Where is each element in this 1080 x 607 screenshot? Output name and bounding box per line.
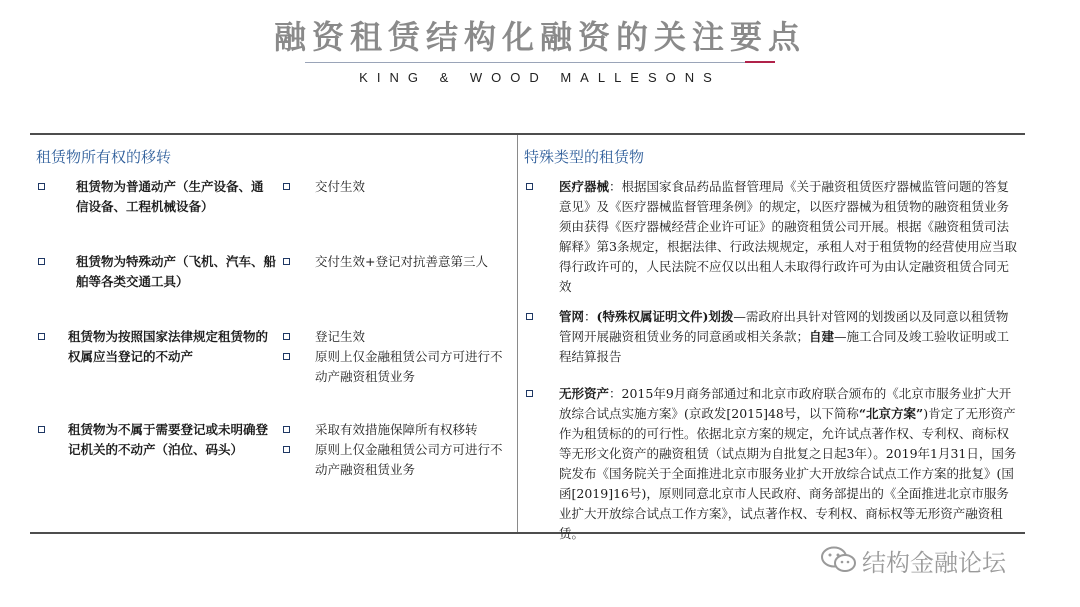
table-top-rule — [30, 133, 1025, 135]
bullet-square-icon — [526, 390, 533, 397]
right-item-text: )肯定了无形资产作为租赁标的的可行性。依据北京方案的规定，允许试点著作权、专利权、商标权等无形文化资产的融资租赁（试点期为自批复之日起3年）。2019年1月31日，国务院发布《国务院关于全面推进北京市服务业扩大开放综合试点工作方案的批复》(国函[2019]16号)，原则同意北京市人民政府、商务部提出的《全面推进北京市服务业扩大开放综合试点工作方案》，试点著作权、专利权、商标权等无形资产融资租赁。 — [559, 406, 1017, 541]
bullet-square-icon — [283, 446, 290, 453]
bullet-square-icon — [526, 183, 533, 190]
bullet-square-icon — [283, 426, 290, 433]
left-row-category: 租赁物为特殊动产（飞机、汽车、船舶等各类交通工具） — [76, 254, 277, 289]
left-row-category: 租赁物为普通动产（生产设备、通信设备、工程机械设备） — [76, 179, 264, 214]
bullet-square-icon — [283, 333, 290, 340]
left-section-heading: 租赁物所有权的移转 — [36, 148, 172, 166]
right-item-medical — [559, 177, 1019, 297]
right-item-emphasis: (特殊权属证明文件)划拨 — [596, 309, 734, 324]
watermark — [820, 540, 1006, 580]
right-section-heading: 特殊类型的租赁物 — [524, 148, 645, 166]
left-row-item: 原则上仅金融租赁公司方可进行不动产融资租赁业务 — [315, 349, 503, 384]
bullet-square-icon — [283, 183, 290, 190]
right-item-text: ： — [584, 309, 597, 324]
right-item-text: ：2015年9月商务部通过和北京市政府联合颁布的《北京市服务业扩大开放综合试点实施方案》(京政发[2015]48号，以下简称 — [559, 386, 1012, 421]
title-underline — [305, 62, 775, 63]
bullet-square-icon — [38, 183, 45, 190]
title-accent-line — [745, 61, 775, 63]
firm-name: KING & WOOD MALLESONS — [359, 70, 721, 85]
bullet-square-icon — [526, 313, 533, 320]
bullet-square-icon — [283, 258, 290, 265]
right-item-emphasis: “北京方案” — [858, 406, 924, 421]
right-item-text: —需政府出具针对管网的划拨函以及同意以租赁物管网开展融资租赁业务的同意函或相关条款； — [559, 309, 1009, 344]
right-item-text: ：根据国家食品药品监督管理局《关于融资租赁医疗器械监管问题的答复意见》及《医疗器械监督管理条例》的规定，以医疗器械为租赁物的融资租赁业务须由获得《医疗器械经营企业许可证》的融资租赁公司开展。根据《融资租赁司法解释》第3条规定，根据法律、行政法规规定，承租人对于租赁物的经营使用应当取得行政许可的，人民法院不应仅以出租人未取得行政许可为由认定融资租赁合同无效 — [559, 179, 1017, 294]
page-title: 融资租赁结构化融资的关注要点 — [273, 18, 806, 56]
bullet-square-icon — [38, 258, 45, 265]
left-row-item: 交付生效+登记对抗善意第三人 — [315, 254, 488, 269]
bullet-square-icon — [283, 353, 290, 360]
right-item-emphasis: 自建 — [809, 329, 835, 344]
left-row-category: 租赁物为按照国家法律规定租赁物的权属应当登记的不动产 — [68, 329, 269, 364]
right-item-pipeline — [559, 307, 1019, 367]
right-item-label: 医疗器械 — [559, 179, 610, 194]
bullet-square-icon — [38, 426, 45, 433]
left-row-category: 租赁物为不属于需要登记或未明确登记机关的不动产（泊位、码头） — [68, 422, 269, 457]
right-item-intangible — [559, 384, 1019, 544]
left-row-item: 交付生效 — [315, 179, 366, 194]
right-item-text: —施工合同及竣工验收证明或工程结算报告 — [559, 329, 1010, 364]
left-row-item: 采取有效措施保障所有权移转 — [315, 422, 478, 437]
column-divider — [517, 135, 518, 532]
right-item-label: 管网 — [559, 309, 585, 324]
bullet-square-icon — [38, 333, 45, 340]
left-row-item: 原则上仅金融租赁公司方可进行不动产融资租赁业务 — [315, 442, 503, 477]
left-row-item: 登记生效 — [315, 329, 366, 344]
right-item-label: 无形资产 — [559, 386, 610, 401]
watermark-text: 结构金融论坛 — [862, 548, 1006, 577]
wechat-icon — [820, 545, 858, 575]
